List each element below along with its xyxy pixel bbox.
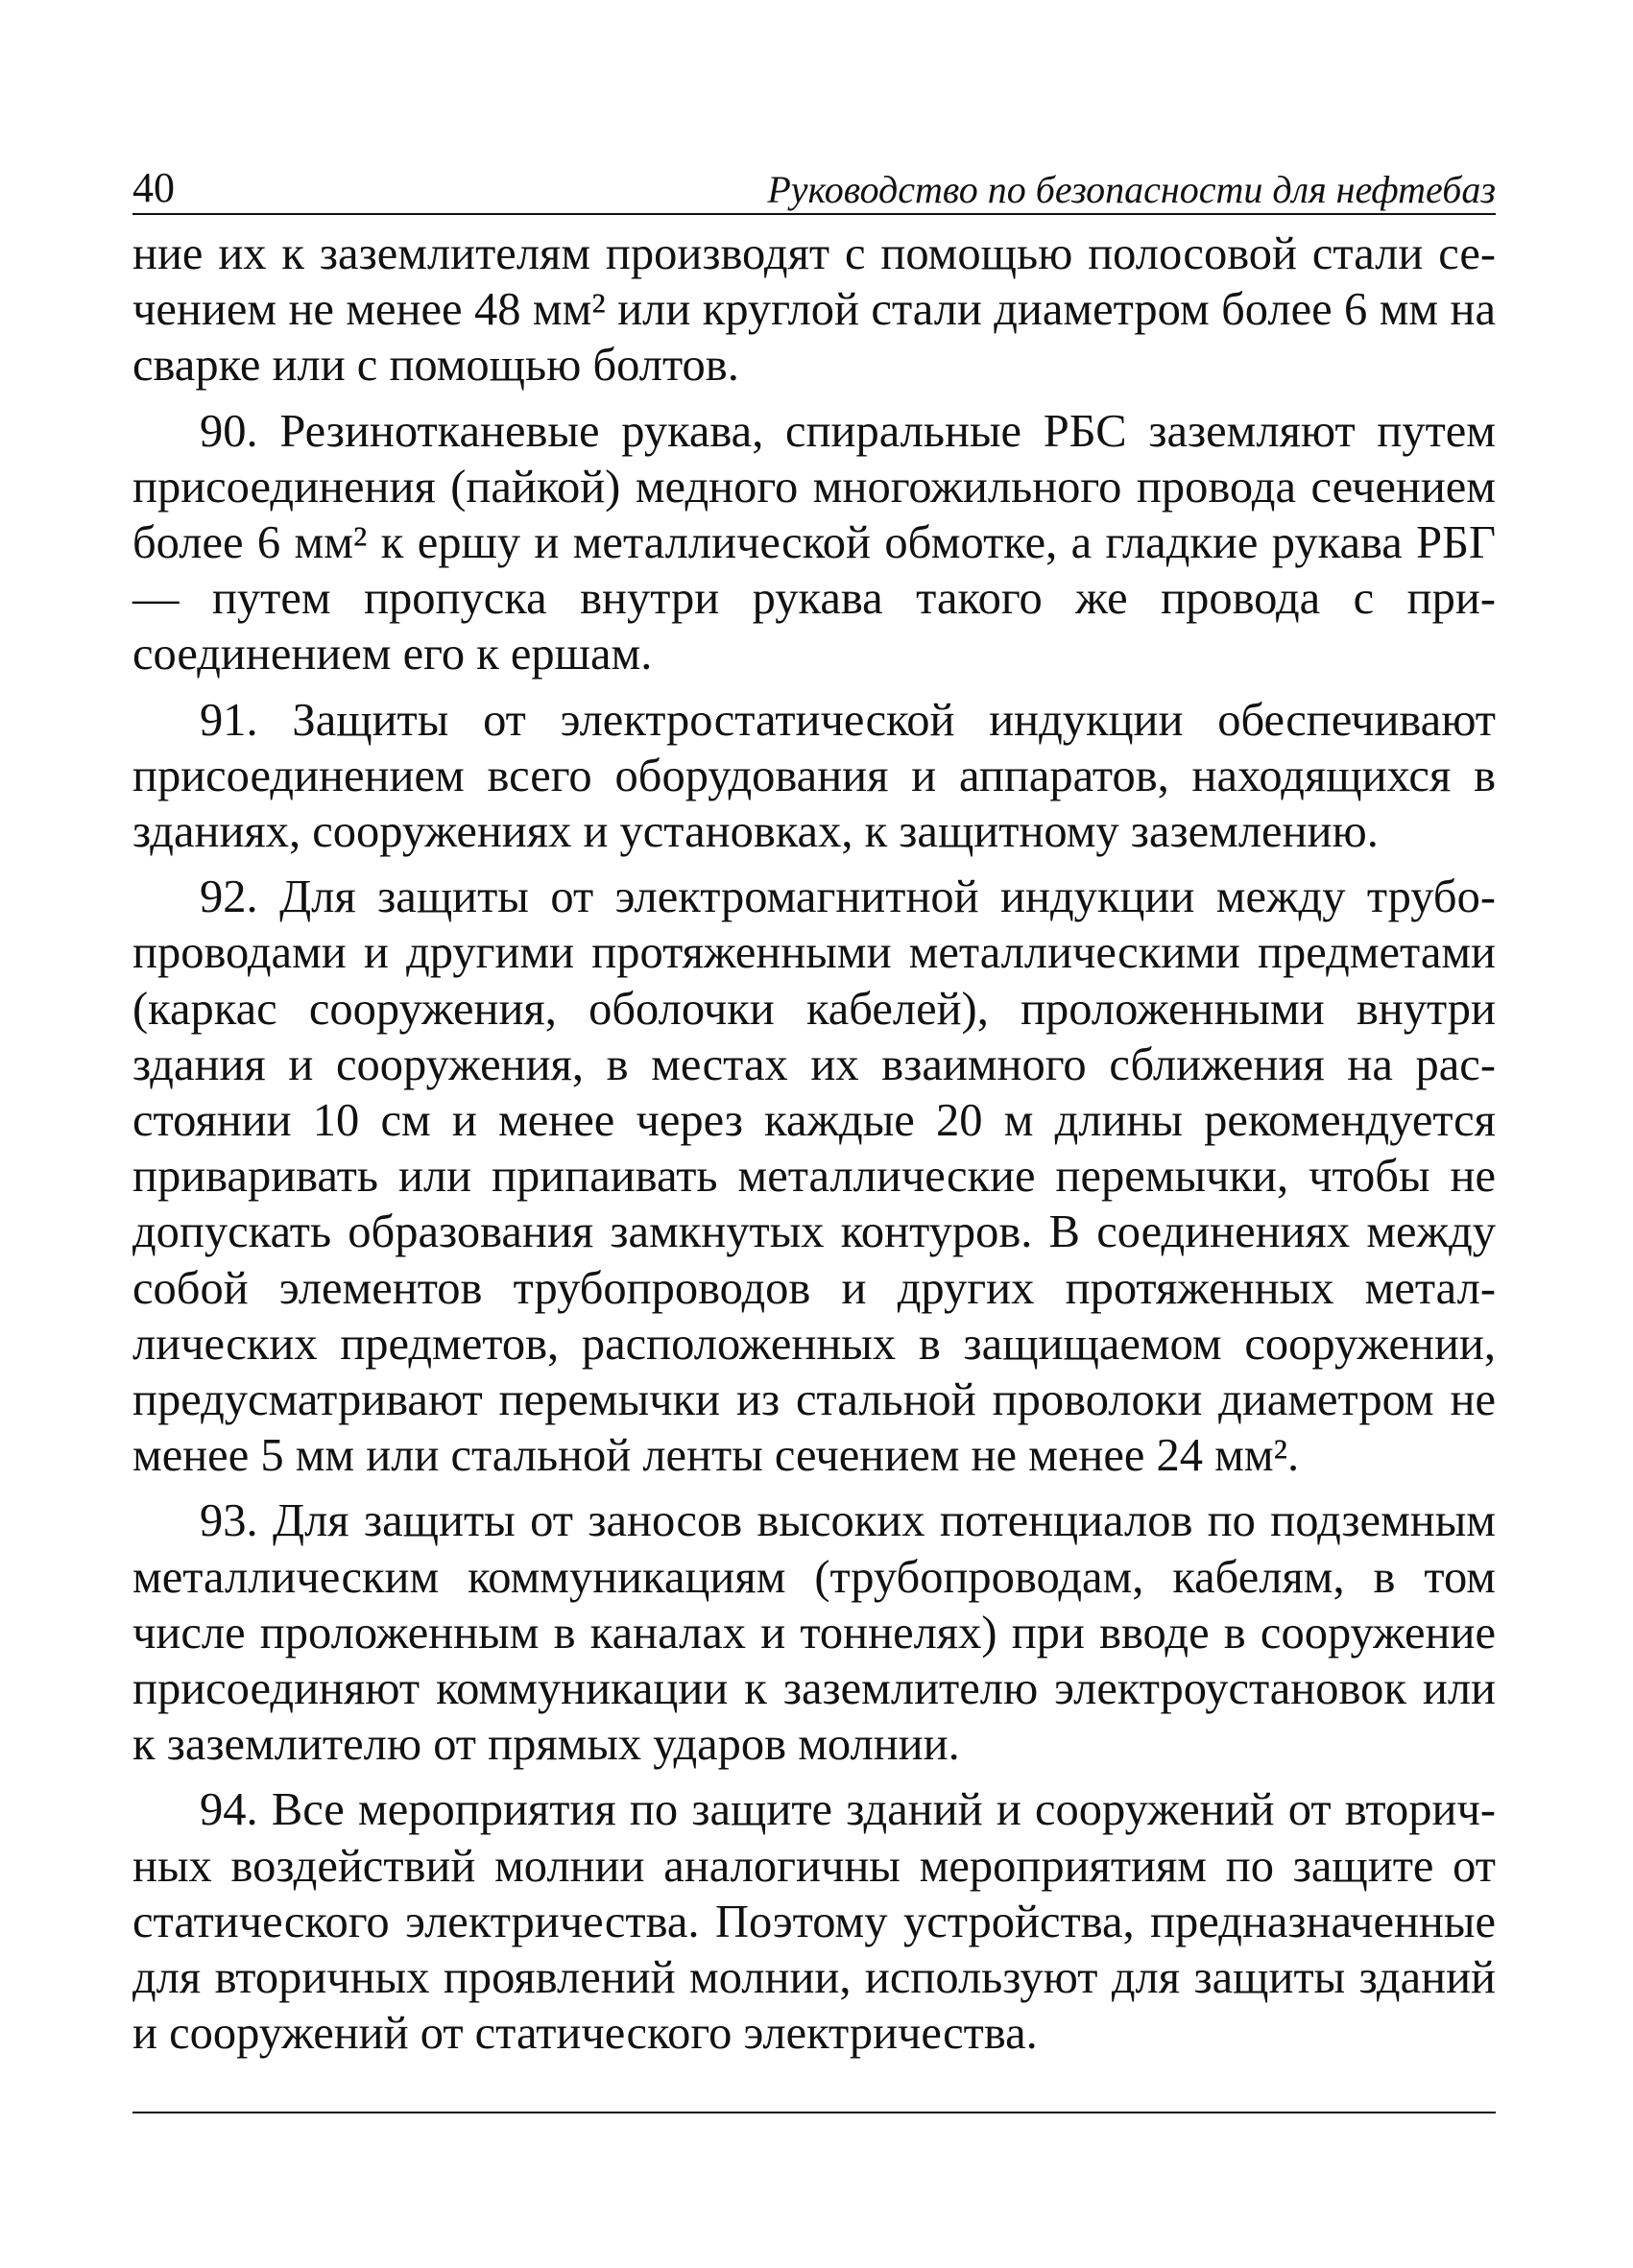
paragraph-92: 92. Для защиты от электромагнитной индукции между трубопроводами и другими протяженными металлическими предметами (каркас сооружения, оболочки кабелей), проложенными внутри здания и сооружения, в местах их взаимного сближения на расстоянии 10 см и менее через каждые 20 м длины рекомендуется приваривать или припаивать металлические перемычки, чтобы не допускать образования замкнутых контуров. В соединениях между собой элементов трубопроводов и других протяженных металлических предметов, расположенных в защищаемом сооружении, предусматривают перемычки из стальной проволоки диаметром не менее 5 мм или стальной ленты сечением не менее 24 мм². — [132, 871, 1496, 1482]
page-number: 40 — [132, 164, 175, 211]
running-title: Руководство по безопасности для нефтебаз — [767, 168, 1496, 211]
paragraph-91: 91. Защиты от электростатической индукции обеспечивают присоединением всего оборудования и аппаратов, находящихся в зданиях, сооружениях и установках, к защитному заземлению. — [132, 694, 1496, 858]
paragraph-93: 93. Для защиты от заносов высоких потенциалов по подземным металлическим коммуникациям (трубопроводам, кабелям, в том числе проложенным в каналах и тоннелях) при вводе в сооружение присоединяют коммуникации к заземлителю электроустановок или к заземлителю от прямых ударов молнии. — [132, 1495, 1496, 1771]
paragraph-90: 90. Резинотканевые рукава, спиральные РБС заземляют путем присоединения (пайкой) медного многожильного провода сечением более 6 мм² к ершу и металлической обмотке, а гладкие рукава РБГ — путем пропуска внутри рукава такого же провода с присоединением его к ершам. — [132, 405, 1496, 680]
page-header — [132, 154, 1496, 215]
document-page — [132, 154, 1496, 2072]
paragraph-94: 94. Все мероприятия по защите зданий и сооружений от вторичных воздействий молнии аналогичны мероприятиям по защите от статического электричества. Поэтому устройства, предназначенные для вторичных проявлений молнии, используют для защиты зданий и сооружений от статического электричества. — [132, 1784, 1496, 2060]
paragraph-continuation: ние их к заземлителям производят с помощью полосовой стали сечением не менее 48 мм² или круглой стали диаметром более 6 мм на сварке или с помощью болтов. — [132, 228, 1496, 392]
footer-divider — [132, 2112, 1496, 2113]
body-text — [132, 227, 1496, 2063]
